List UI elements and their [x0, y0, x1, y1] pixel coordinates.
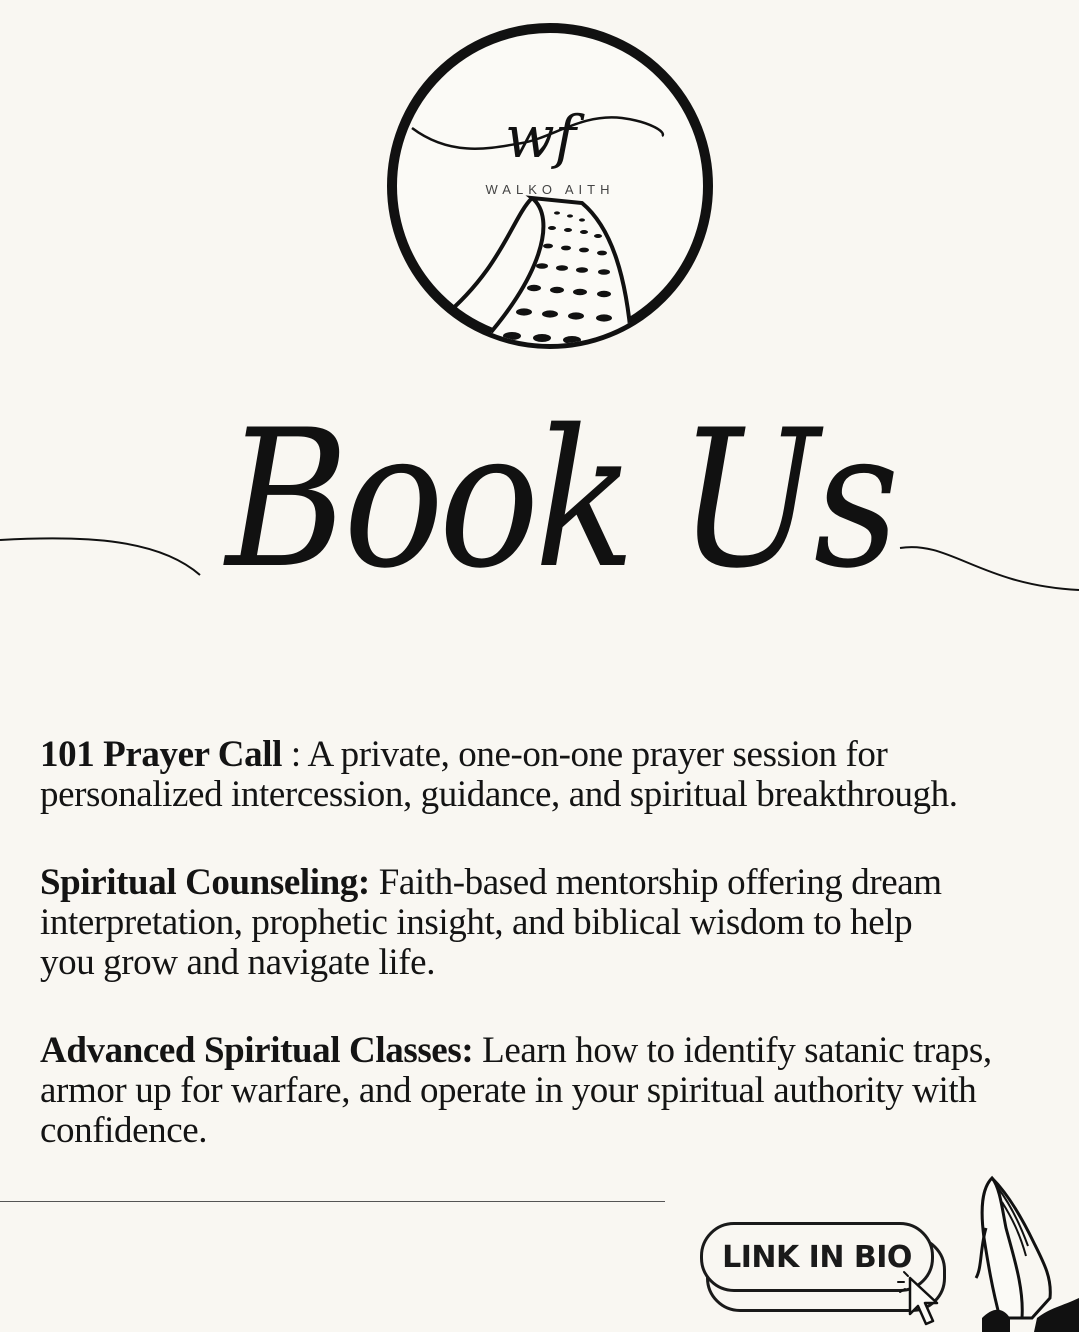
service-prayer-call [40, 735, 1075, 815]
service-title: Spiritual Counseling: [40, 862, 370, 903]
service-title: 101 Prayer Call [40, 734, 282, 775]
logo-monogram: wf [505, 103, 577, 171]
pointer-click-icon [896, 1268, 952, 1330]
service-title: Advanced Spiritual Classes: [40, 1030, 474, 1071]
service-spiritual-counseling [40, 863, 970, 983]
praying-hands-icon [962, 1168, 1079, 1332]
divider [0, 1201, 665, 1202]
service-description: Learn how to identify satanic traps, armor up for warfare, and operate in your spiritual authority with confidence. [40, 1030, 992, 1151]
service-advanced-classes [40, 1031, 1030, 1151]
service-description: Faith-based mentorship offering dream interpretation, prophetic insight, and biblical wisdom to help you grow and navigate life. [40, 862, 942, 983]
button-label: LINK IN BIO [700, 1222, 934, 1292]
logo-wordmark: WALKO AITH [485, 182, 615, 197]
service-description: A private, one-on-one prayer session for personalized intercession, guidance, and spiritual breakthrough. [40, 734, 958, 815]
service-separator [473, 1030, 482, 1071]
page-title: Book Us [225, 389, 895, 610]
services-list [40, 735, 1075, 1199]
service-separator [370, 862, 379, 903]
service-separator: : [281, 734, 308, 775]
